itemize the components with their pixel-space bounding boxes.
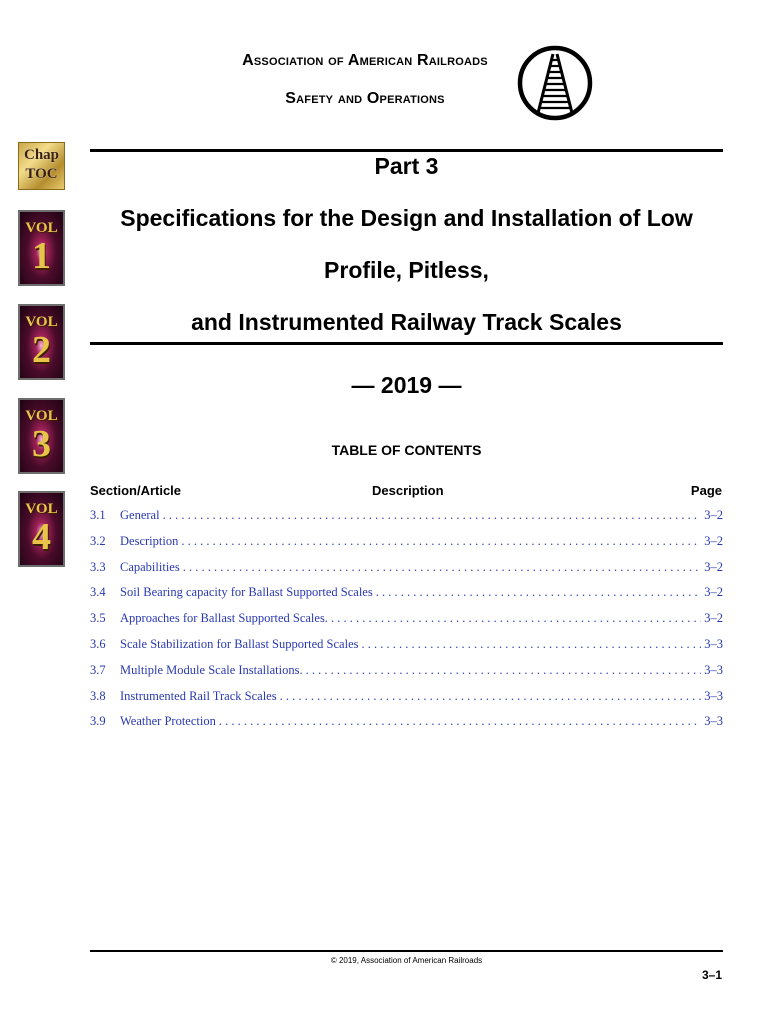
column-header-description: Description <box>372 483 444 498</box>
dot-leader <box>181 534 701 549</box>
title-line: Profile, Pitless, <box>324 257 489 283</box>
volume-1-button[interactable] <box>18 210 65 286</box>
toc-entry-title: General <box>120 508 160 522</box>
footer-divider <box>90 950 723 952</box>
vol-number: 3 <box>32 423 51 465</box>
toc-entry-page: 3–2 <box>704 585 723 600</box>
toc-entry-page: 3–2 <box>704 508 723 522</box>
vol-number: 1 <box>32 235 51 277</box>
dot-leader <box>376 585 702 600</box>
dot-leader <box>362 637 702 652</box>
toc-entry[interactable] <box>90 663 723 689</box>
toc-list <box>90 508 723 740</box>
org-name: Association of American Railroads <box>242 52 488 69</box>
column-header-page: Page <box>690 483 722 498</box>
org-division: Safety and Operations <box>285 90 445 107</box>
toc-entry-title: Capabilities <box>120 559 180 574</box>
vol-label: VOL <box>25 314 58 330</box>
edition-year: — 2019 — <box>351 372 462 398</box>
part-heading: Part 3 <box>374 153 439 179</box>
page-number: 3–1 <box>701 968 722 982</box>
chapter-toc-button[interactable] <box>18 142 65 190</box>
dot-leader <box>219 714 701 729</box>
volume-3-button[interactable] <box>18 398 65 474</box>
title-line: Specifications for the Design and Installation of Low <box>120 205 693 231</box>
toc-entry-page: 3–3 <box>704 636 723 651</box>
toc-entry-page: 3–3 <box>704 714 723 729</box>
toc-entry-page: 3–2 <box>704 559 723 574</box>
toc-entry-title: Multiple Module Scale Installations. <box>120 662 303 677</box>
vol-label: VOL <box>25 220 58 236</box>
dot-leader <box>163 508 702 523</box>
toc-heading: TABLE OF CONTENTS <box>331 442 482 458</box>
toc-entry[interactable] <box>90 534 723 560</box>
toc-entry-number: 3.2 <box>90 533 106 548</box>
toc-entry-number: 3.1 <box>90 508 106 522</box>
toc-entry-title: Soil Bearing capacity for Ballast Supported Scales <box>120 585 373 600</box>
title-divider <box>90 342 723 345</box>
toc-entry-page: 3–2 <box>704 611 723 626</box>
organization-header <box>210 50 520 126</box>
dot-leader <box>183 560 702 575</box>
vol-number: 2 <box>32 329 51 371</box>
dot-leader <box>306 663 702 678</box>
toc-entry[interactable] <box>90 508 723 534</box>
dot-leader <box>280 689 702 704</box>
railroad-track-logo-icon <box>516 44 594 122</box>
toc-entry-number: 3.4 <box>90 585 106 600</box>
toc-entry-page: 3–3 <box>704 688 723 703</box>
title-line: and Instrumented Railway Track Scales <box>191 309 622 335</box>
toc-entry-number: 3.3 <box>90 559 106 574</box>
toc-entry-title: Approaches for Ballast Supported Scales. <box>120 611 328 626</box>
volume-4-button[interactable] <box>18 491 65 567</box>
toc-entry-number: 3.7 <box>90 662 106 677</box>
copyright-notice: © 2019, Association of American Railroads <box>330 956 483 965</box>
toc-entry-title: Scale Stabilization for Ballast Supported Scales <box>120 636 359 651</box>
toc-entry-number: 3.8 <box>90 688 106 703</box>
toc-entry-number: 3.9 <box>90 714 106 729</box>
vol-label: VOL <box>25 408 58 424</box>
column-header-section: Section/Article <box>90 483 182 498</box>
toc-entry[interactable] <box>90 611 723 637</box>
dot-leader <box>331 611 701 626</box>
toc-entry-number: 3.6 <box>90 636 106 651</box>
toc-entry-title: Description <box>120 533 179 548</box>
toc-entry-title: Weather Protection <box>120 714 216 729</box>
toc-entry-number: 3.5 <box>90 611 106 626</box>
toc-label: TOC <box>25 166 58 182</box>
toc-entry-title: Instrumented Rail Track Scales <box>120 688 277 703</box>
toc-entry[interactable] <box>90 714 723 740</box>
volume-2-button[interactable] <box>18 304 65 380</box>
document-title <box>90 198 723 354</box>
vol-number: 4 <box>32 516 51 558</box>
chap-label: Chap <box>23 147 60 163</box>
toc-entry[interactable] <box>90 585 723 611</box>
toc-entry[interactable] <box>90 637 723 663</box>
vol-label: VOL <box>25 501 58 517</box>
toc-entry[interactable] <box>90 689 723 715</box>
toc-entry[interactable] <box>90 560 723 586</box>
toc-entry-page: 3–2 <box>704 533 723 548</box>
toc-entry-page: 3–3 <box>704 662 723 677</box>
